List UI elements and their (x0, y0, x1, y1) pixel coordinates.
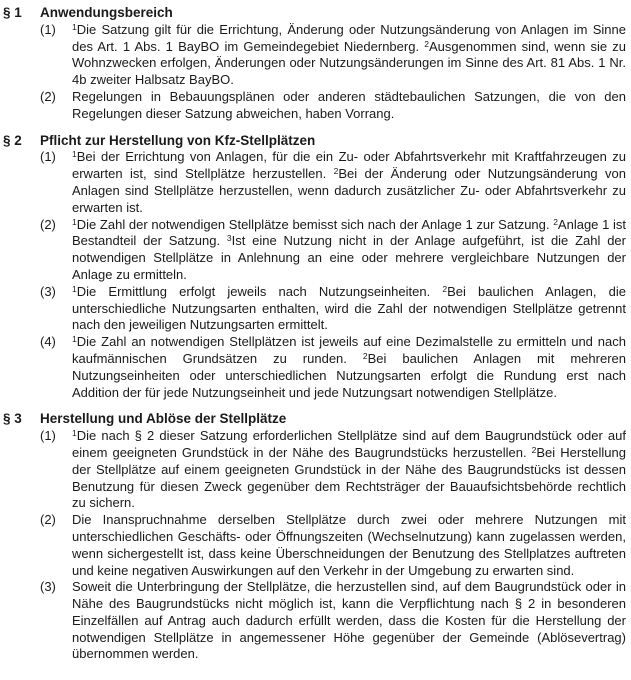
paragraph-number: (1) (40, 149, 56, 165)
paragraph (40, 284, 626, 334)
paragraph-text: $^1$Die Satzung gilt für die Errichtung, Änderung oder Nutzungsänderung von Anlagen im Sinne des Art. 1 Abs. 1 BayBO im Gemeindegebiet Niedernberg. $^2$Ausgenommen sind, wenn sie zu Wohnzwecken erfolgen, Änderungen oder Nutzungsänderungen im Sinne des Art. 81 Abs. 1 Nr. 4b zweiter Halbsatz BayBO. (72, 21, 627, 88)
section-number: § 1 (3, 5, 22, 20)
paragraph-number: (1) (40, 21, 56, 37)
paragraph-number: (4) (40, 334, 56, 350)
section-paragraphs (40, 149, 626, 401)
paragraph-text: Soweit die Unterbringung der Stellplätze, die herzustellen sind, auf dem Baugrundstück oder in Nähe des Baugrundstücks nicht möglich ist, kann die Verpflichtung nach § 2 in besonderen Einzelfällen auf Antrag auch dadurch erfüllt werden, dass die Kosten für die Herstellung der notwendigen Stellplätze in angemessener Höhe gegenüber der Gemeinde (Ablösevertrag) übernommen werden. (72, 579, 626, 662)
sentence-number: 1 (72, 334, 77, 345)
paragraph (40, 428, 626, 512)
paragraph-number: (2) (40, 512, 56, 528)
paragraph-text: $^1$Die Zahl der notwendigen Stellplätze bemisst sich nach der Anlage 1 zur Satzung. $^2$Anlage 1 ist Bestandteil der Satzung. $^3$Ist eine Nutzung nicht in der Anlage aufgeführt, ist die Zahl der notwendigen Stellplätze in Anlehnung an eine oder mehrere vergleichbare Nutzungen der Anlage zu ermitteln. (72, 216, 627, 282)
sentence-number: 2 (553, 216, 558, 227)
paragraph-text: $^1$Die Zahl an notwendigen Stellplätzen ist jeweils auf eine Dezimalstelle zu ermitteln und nach kaufmännischen Grundsätzen zu runden. $^2$Bei baulichen Anlagen mit mehreren Nutzungseinheiten oder unterschiedlichen Nutzungsarten erfolgt die Rundung erst nach Addition der für jede Nutzungseinheit und jede Nutzungsart notwendigen Stellplätze. (72, 334, 626, 400)
sentence-number: 2 (362, 350, 368, 361)
section-2 (3, 133, 626, 402)
paragraph-number: (1) (40, 428, 56, 444)
paragraph (40, 217, 626, 284)
paragraph-text: Die Inanspruchnahme derselben Stellplätze durch zwei oder mehrere Nutzungen mit unterschiedlichen Geschäfts- oder Öffnungszeiten (Wechselnutzung) kann zugelassen werden, wenn sichergestellt ist, dass keine Überschneidungen der Benutzung des Stellplatzes auftreten und keine negativen Auswirkungen auf den Verkehr in der Umgebung zu erwarten sind. (72, 512, 626, 578)
section-title: Anwendungsbereich (40, 5, 173, 20)
paragraph-number: (2) (40, 88, 56, 104)
paragraph (40, 334, 626, 401)
paragraph-text: $^1$Die nach § 2 dieser Satzung erforderlichen Stellplätze sind auf dem Baugrundstück oder auf einem geeigneten Grundstück in der Nähe des Baugrundstücks herzustellen. $^2$Bei Herstellung der Stellplätze auf einem geeigneten Grundstück in der Nähe des Baugrundstücks ist dessen Benutzung für diesen Zweck gegenüber dem Rechtsträger der Bauaufsichtsbehörde rechtlich zu sichern. (72, 428, 626, 511)
section-1 (3, 5, 626, 123)
paragraph (40, 149, 626, 216)
section-number: § 3 (3, 411, 22, 427)
paragraph-text: $^1$Die Ermittlung erfolgt jeweils nach Nutzungseinheiten. $^2$Bei baulichen Anlagen, die unterschiedliche Nutzungsarten enthalten, wird die Zahl der notwendigen Stellplätze getrennt nach den jeweiligen Nutzungsarten ermittelt. (72, 283, 626, 333)
paragraph (40, 512, 626, 579)
sentence-number: 1 (72, 283, 77, 294)
section-paragraphs (40, 22, 626, 123)
section-title: Pflicht zur Herstellung von Kfz-Stellplätzen (40, 132, 316, 148)
sentence-number: 2 (333, 166, 339, 177)
sentence-number: 2 (424, 38, 429, 49)
paragraph-number: (3) (40, 283, 56, 299)
sentence-number: 1 (72, 149, 77, 160)
paragraph-text: $^1$Bei der Errichtung von Anlagen, für die ein Zu- oder Abfahrtsverkehr mit Kraftfahrzeugen zu erwarten ist, sind Stellplätze herzustellen. $^2$Bei der Änderung oder Nutzungsänderung von Anlagen sind Stellplätze herzustellen, wenn dadurch zusätzlicher Zu- oder Abfahrtsverkehr zu erwarten ist. (72, 149, 626, 215)
sentence-number: 1 (72, 21, 77, 32)
sentence-number: 1 (72, 216, 77, 227)
section-number: § 2 (3, 132, 22, 148)
section-3 (3, 411, 626, 663)
sentence-number: 1 (72, 428, 77, 439)
sentence-number: 2 (531, 444, 537, 455)
paragraph-number: (3) (40, 579, 56, 595)
paragraph-number: (2) (40, 216, 56, 232)
section-title: Herstellung und Ablöse der Stellplätze (40, 411, 287, 427)
document-body (3, 5, 626, 663)
paragraph (40, 579, 626, 663)
sentence-number: 3 (226, 233, 232, 244)
sentence-number: 2 (442, 283, 448, 294)
section-paragraphs (40, 428, 626, 663)
paragraph (40, 22, 626, 89)
paragraph-text: Regelungen in Bebauungsplänen oder anderen städtebaulichen Satzungen, die von den Regelungen dieser Satzung abweichen, haben Vorrang. (72, 88, 626, 121)
paragraph (40, 89, 626, 123)
